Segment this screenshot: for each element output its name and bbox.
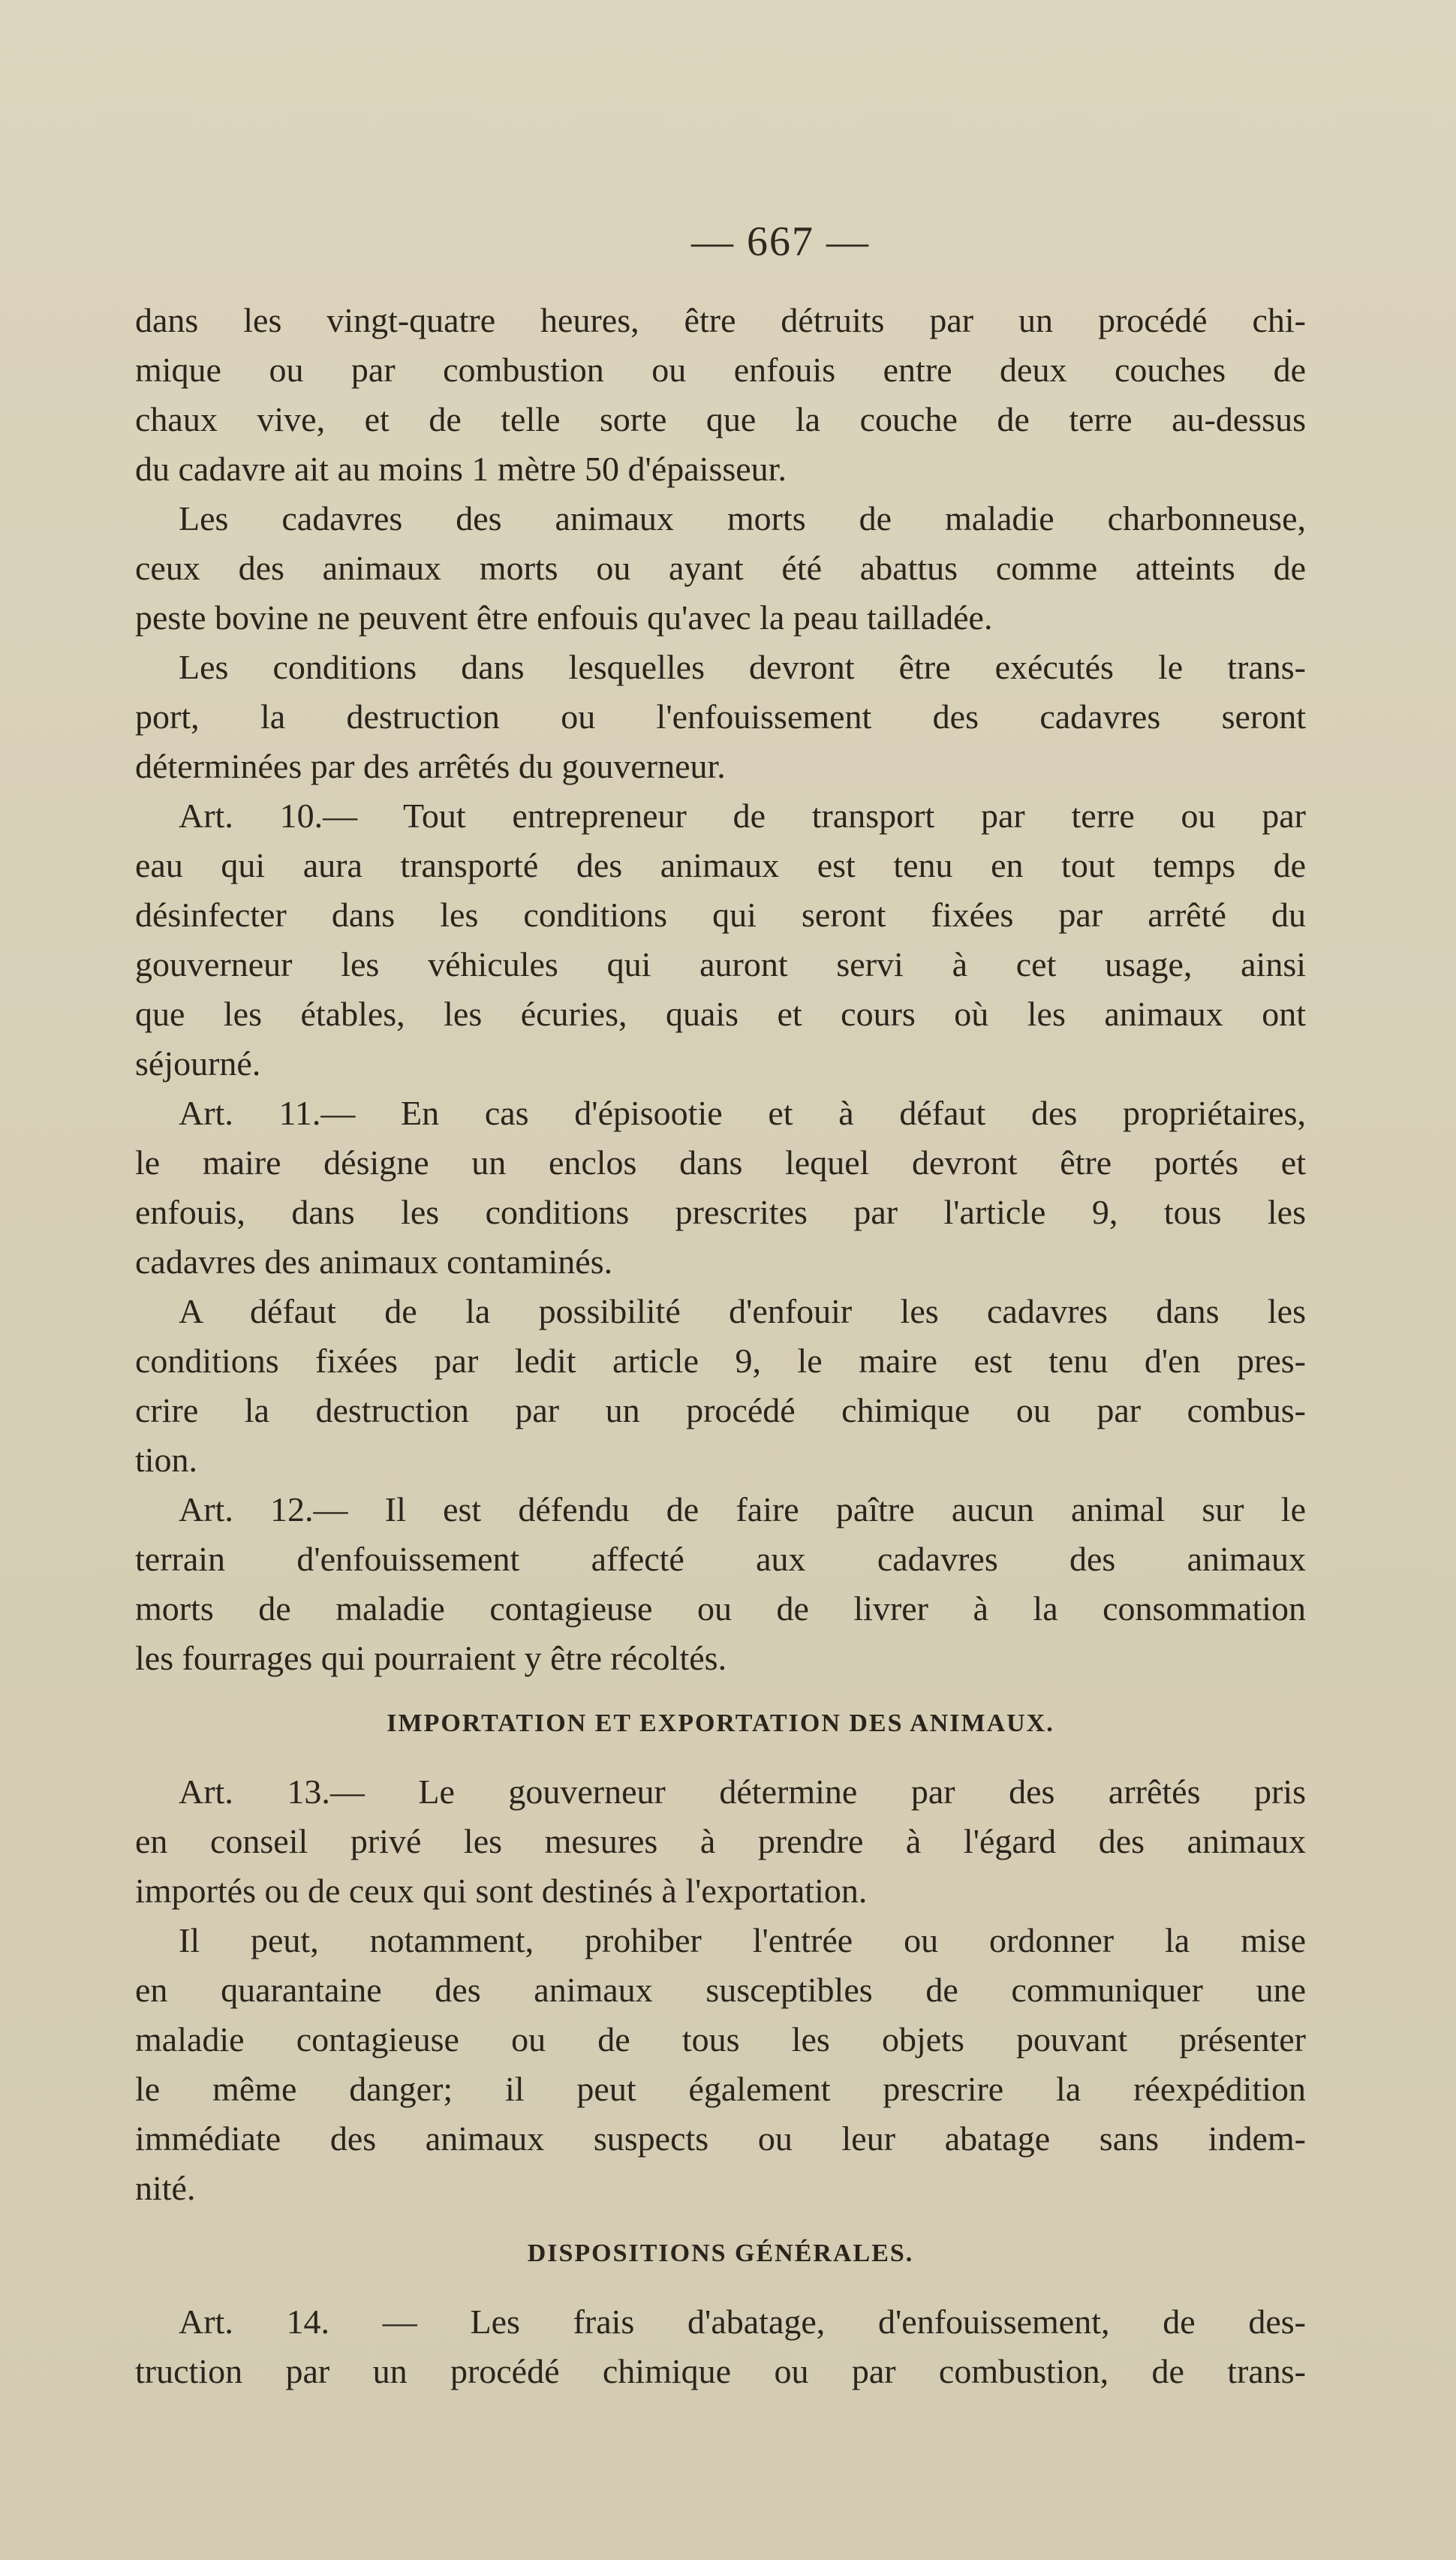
page-number: — 667 — bbox=[691, 218, 870, 265]
heading-dispositions: DISPOSITIONS GÉNÉRALES. bbox=[527, 2239, 914, 2267]
text-line: morts de maladie contagieuse ou de livrer à la consommation bbox=[135, 1589, 1306, 1628]
text-line: en conseil privé les mesures à prendre à l'égard des animaux bbox=[135, 1822, 1306, 1860]
text-line: Art. 11.— En cas d'épisootie et à défaut des propriétaires, bbox=[179, 1094, 1306, 1132]
text-line: séjourné. bbox=[135, 1044, 261, 1083]
text-line: port, la destruction ou l'enfouissement des cadavres seront bbox=[135, 697, 1306, 736]
paragraph bbox=[135, 1485, 1306, 1683]
paragraph bbox=[135, 1089, 1306, 1287]
text-line: Art. 14. — Les frais d'abatage, d'enfouissement, de des- bbox=[179, 2302, 1306, 2341]
text-line: désinfecter dans les conditions qui seront fixées par arrêté du bbox=[135, 896, 1306, 934]
text-line: dans les vingt-quatre heures, être détruits par un procédé chi- bbox=[135, 301, 1306, 339]
text-line: enfouis, dans les conditions prescrites par l'article 9, tous les bbox=[135, 1193, 1306, 1231]
text-line: crire la destruction par un procédé chimique ou par combus- bbox=[135, 1391, 1306, 1429]
paragraph bbox=[135, 791, 1306, 1089]
text-line: du cadavre ait au moins 1 mètre 50 d'épaisseur. bbox=[135, 450, 787, 488]
text-line: nité. bbox=[135, 2169, 196, 2207]
paragraph bbox=[135, 643, 1306, 791]
paragraph bbox=[135, 2297, 1306, 2396]
text-line: maladie contagieuse ou de tous les objets pouvant présenter bbox=[135, 2020, 1306, 2059]
paragraph bbox=[135, 1916, 1306, 2213]
text-line: truction par un procédé chimique ou par combustion, de trans- bbox=[135, 2352, 1306, 2390]
text-line: peste bovine ne peuvent être enfouis qu'avec la peau tailladée. bbox=[135, 598, 993, 637]
body-before-import bbox=[135, 296, 1306, 1683]
text-line: mique ou par combustion ou enfouis entre deux couches de bbox=[135, 351, 1306, 389]
text-line: Art. 10.— Tout entrepreneur de transport par terre ou par bbox=[179, 797, 1306, 835]
text-line: Les cadavres des animaux morts de maladie charbonneuse, bbox=[179, 499, 1306, 538]
paragraph bbox=[135, 1767, 1306, 1916]
text-line: le même danger; il peut également prescrire la réexpédition bbox=[135, 2070, 1306, 2108]
text-line: Art. 13.— Le gouverneur détermine par des arrêtés pris bbox=[179, 1772, 1306, 1811]
text-line: immédiate des animaux suspects ou leur abatage sans indem- bbox=[135, 2119, 1306, 2158]
text-line: les fourrages qui pourraient y être récoltés. bbox=[135, 1639, 727, 1677]
text-line: chaux vive, et de telle sorte que la couche de terre au-dessus bbox=[135, 400, 1306, 438]
text-line: cadavres des animaux contaminés. bbox=[135, 1242, 613, 1281]
paragraph bbox=[135, 296, 1306, 494]
text-line: A défaut de la possibilité d'enfouir les cadavres dans les bbox=[179, 1292, 1306, 1330]
paragraph bbox=[135, 1287, 1306, 1485]
text-line: terrain d'enfouissement affecté aux cadavres des animaux bbox=[135, 1540, 1306, 1578]
text-line: importés ou de ceux qui sont destinés à l'exportation. bbox=[135, 1872, 868, 1910]
paragraph bbox=[135, 494, 1306, 643]
text-line: eau qui aura transporté des animaux est tenu en tout temps de bbox=[135, 846, 1306, 884]
body-import bbox=[135, 1767, 1306, 2213]
body-general bbox=[135, 2297, 1306, 2396]
text-line: que les étables, les écuries, quais et cours où les animaux ont bbox=[135, 995, 1306, 1033]
text-line: Il peut, notamment, prohiber l'entrée ou ordonner la mise bbox=[179, 1921, 1306, 1959]
text-line: tion. bbox=[135, 1441, 198, 1479]
heading-importation: IMPORTATION ET EXPORTATION DES ANIMAUX. bbox=[387, 1709, 1054, 1737]
text-line: ceux des animaux morts ou ayant été abattus comme atteints de bbox=[135, 549, 1306, 587]
text-line: déterminées par des arrêtés du gouverneur. bbox=[135, 747, 726, 785]
text-line: Art. 12.— Il est défendu de faire paître aucun animal sur le bbox=[179, 1490, 1306, 1528]
text-line: en quarantaine des animaux susceptibles de communiquer une bbox=[135, 1971, 1306, 2009]
text-line: le maire désigne un enclos dans lequel devront être portés et bbox=[135, 1143, 1306, 1182]
text-line: gouverneur les véhicules qui auront servi à cet usage, ainsi bbox=[135, 945, 1306, 983]
text-line: conditions fixées par ledit article 9, le maire est tenu d'en pres- bbox=[135, 1342, 1306, 1380]
text-line: Les conditions dans lesquelles devront être exécutés le trans- bbox=[179, 648, 1306, 686]
